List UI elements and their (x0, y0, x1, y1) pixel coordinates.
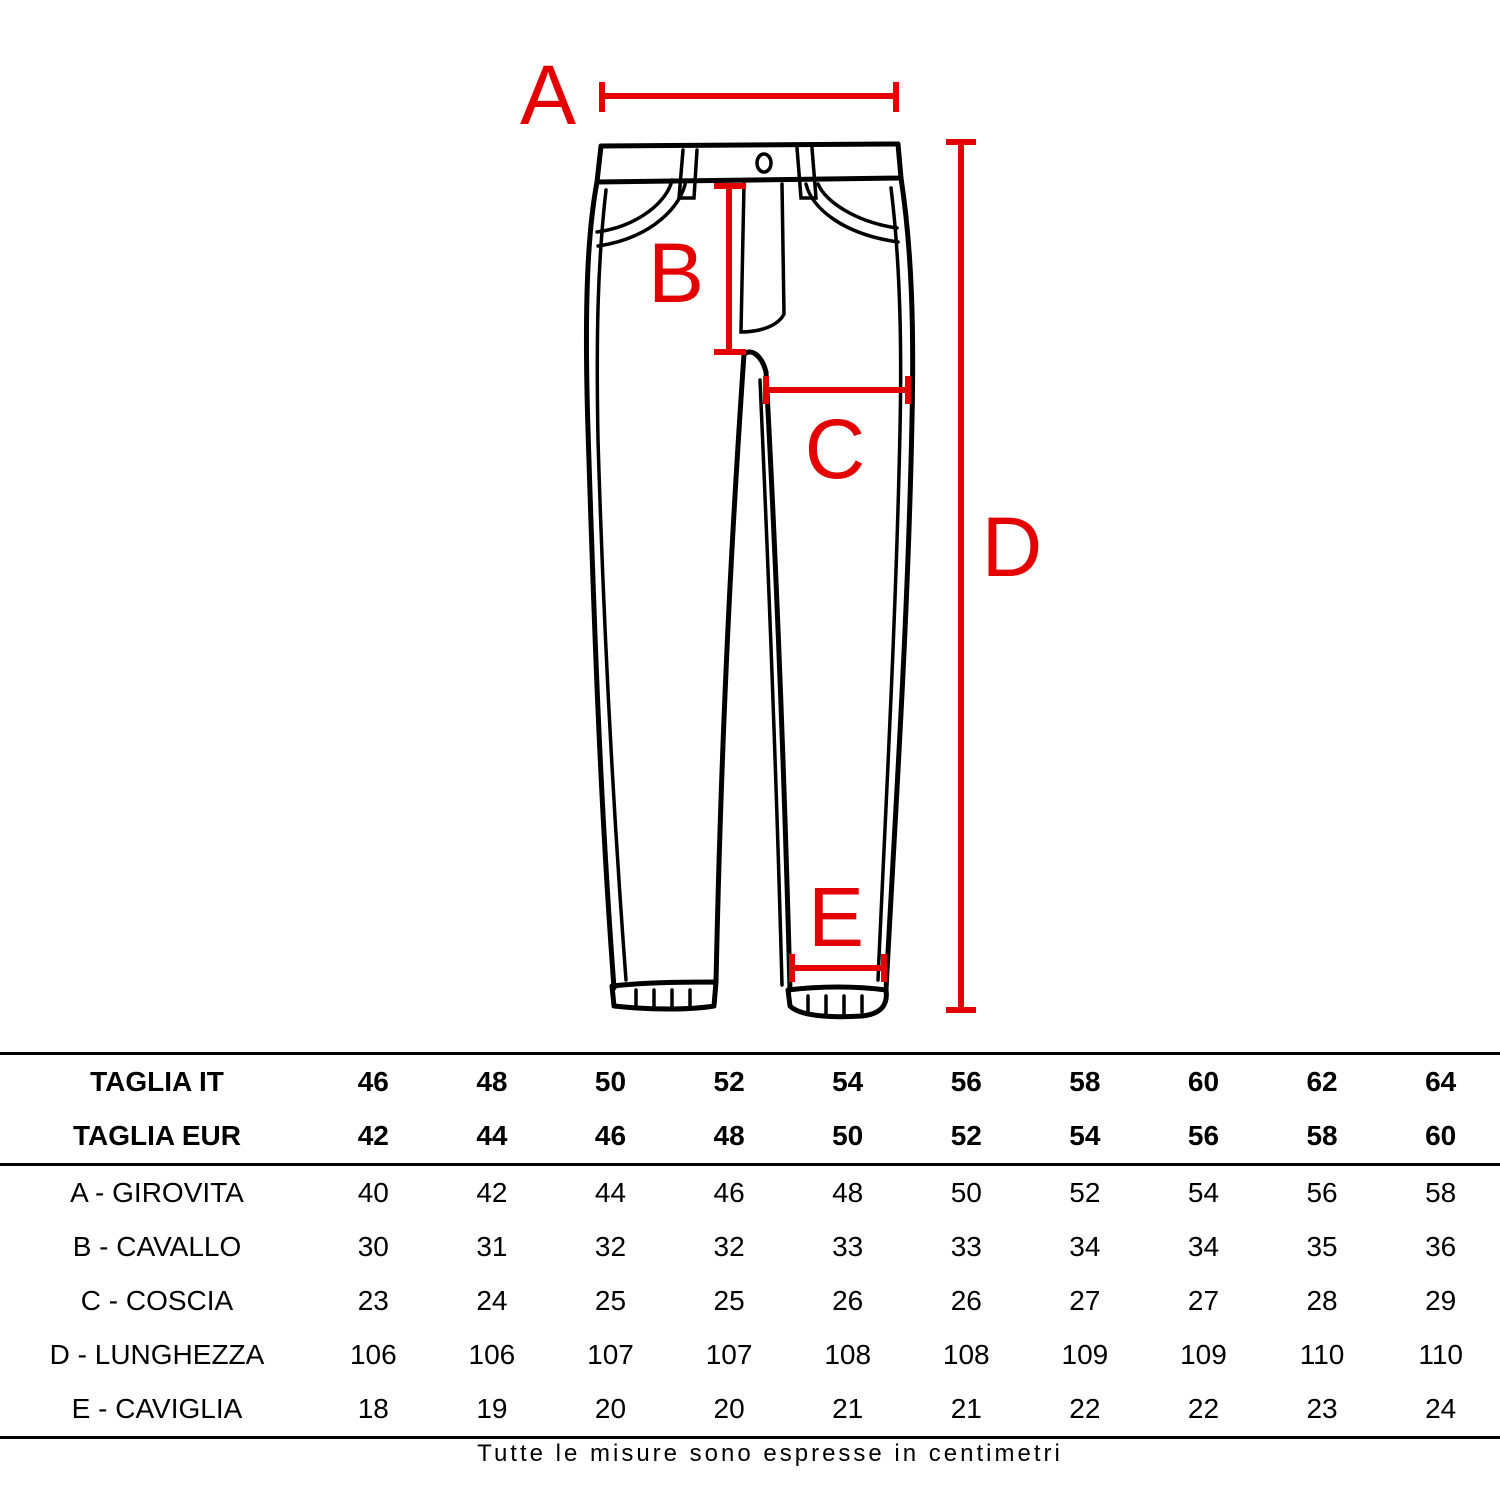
size-value-cell: 29 (1425, 1285, 1457, 1316)
size-value-cell: 60 (1144, 1054, 1263, 1110)
size-value-cell: 110 (1418, 1339, 1463, 1370)
size-value-cell: 33 (950, 1231, 982, 1262)
size-value-cell: 18 (314, 1382, 433, 1438)
measure-d (946, 142, 1042, 1010)
size-value-cell: 107 (587, 1339, 634, 1370)
size-value-cell: 20 (551, 1382, 670, 1438)
size-value-cell: 58 (1263, 1109, 1382, 1165)
measurement-row (0, 1328, 1500, 1382)
label-b: B (647, 226, 705, 320)
size-header-row (0, 1109, 1500, 1165)
size-header-row (0, 1054, 1500, 1110)
measurement-row (0, 1274, 1500, 1328)
size-value-cell: 44 (594, 1177, 627, 1208)
size-value-cell: 52 (1069, 1177, 1101, 1208)
size-value-cell: 27 (1187, 1285, 1220, 1316)
size-value-cell: 54 (1026, 1109, 1145, 1165)
size-value-cell: 107 (705, 1339, 753, 1370)
size-value-cell: 33 (832, 1231, 864, 1262)
measure-e (792, 870, 884, 982)
size-value-cell: 56 (907, 1054, 1026, 1110)
label-a: A (519, 48, 577, 142)
size-value-cell: 34 (1187, 1231, 1220, 1262)
size-value-cell: 26 (950, 1285, 982, 1316)
size-value-cell: 30 (357, 1231, 389, 1262)
size-value-cell: 50 (950, 1177, 982, 1208)
size-value-cell: 54 (788, 1054, 907, 1110)
size-value-cell: 28 (1306, 1285, 1338, 1316)
size-value-cell: 108 (824, 1339, 872, 1370)
size-value-cell: 52 (670, 1054, 789, 1110)
measurement-row (0, 1220, 1500, 1274)
size-value-cell: 109 (1061, 1339, 1109, 1370)
size-value-cell: 31 (476, 1231, 508, 1262)
size-value-cell: 48 (670, 1109, 789, 1165)
row-label: E - CAVIGLIA (0, 1382, 314, 1438)
size-value-cell: 50 (788, 1109, 907, 1165)
measurement-row (0, 1382, 1500, 1438)
size-value-cell: 35 (1306, 1231, 1338, 1262)
row-label: TAGLIA IT (0, 1054, 314, 1110)
size-value-cell: 22 (1026, 1382, 1145, 1438)
size-value-cell: 19 (433, 1382, 552, 1438)
measure-c (766, 376, 908, 496)
measure-a (520, 48, 896, 142)
size-value-cell: 21 (907, 1382, 1026, 1438)
size-value-cell: 60 (1381, 1109, 1500, 1165)
size-value-cell: 50 (551, 1054, 670, 1110)
size-value-cell: 27 (1069, 1285, 1101, 1316)
size-value-cell: 48 (832, 1177, 864, 1208)
size-value-cell: 48 (433, 1054, 552, 1110)
size-value-cell: 34 (1069, 1231, 1101, 1262)
row-label: B - CAVALLO (72, 1231, 242, 1262)
size-value-cell: 22 (1144, 1382, 1263, 1438)
size-table-header (0, 1054, 1500, 1165)
size-value-cell: 52 (907, 1109, 1026, 1165)
size-value-cell: 46 (551, 1109, 670, 1165)
size-value-cell: 46 (314, 1054, 433, 1110)
size-table-body (0, 1165, 1500, 1438)
row-label: D - LUNGHEZZA (49, 1339, 265, 1370)
size-value-cell: 32 (713, 1231, 745, 1262)
size-value-cell: 23 (1263, 1382, 1382, 1438)
size-value-cell: 32 (594, 1231, 627, 1262)
size-value-cell: 36 (1425, 1231, 1457, 1262)
size-value-cell: 46 (713, 1177, 745, 1208)
size-value-cell: 44 (433, 1109, 552, 1165)
size-table (0, 1052, 1500, 1439)
measurement-row (0, 1165, 1500, 1221)
size-value-cell: 106 (468, 1339, 516, 1370)
size-value-cell: 64 (1381, 1054, 1500, 1110)
size-value-cell: 58 (1026, 1054, 1145, 1110)
size-value-cell: 54 (1187, 1177, 1220, 1208)
size-value-cell: 109 (1180, 1339, 1227, 1370)
size-value-cell: 25 (713, 1285, 745, 1316)
size-value-cell: 26 (832, 1285, 864, 1316)
row-label: C - COSCIA (80, 1285, 234, 1316)
size-value-cell: 42 (314, 1109, 433, 1165)
size-value-cell: 56 (1306, 1177, 1338, 1208)
size-value-cell: 20 (670, 1382, 789, 1438)
footnote: Tutte le misure sono espresse in centimetri (477, 1440, 1063, 1467)
size-value-cell: 24 (1381, 1382, 1500, 1438)
label-d: D (981, 500, 1043, 594)
size-value-cell: 21 (788, 1382, 907, 1438)
size-value-cell: 62 (1263, 1054, 1382, 1110)
size-value-cell: 24 (476, 1285, 508, 1316)
size-value-cell: 106 (349, 1339, 397, 1370)
size-value-cell: 58 (1425, 1177, 1457, 1208)
size-value-cell: 40 (357, 1177, 389, 1208)
size-value-cell: 42 (476, 1177, 508, 1208)
size-value-cell: 110 (1299, 1339, 1345, 1370)
size-value-cell: 25 (594, 1285, 627, 1316)
row-label: A - GIROVITA (70, 1177, 244, 1208)
measure-b (648, 186, 746, 352)
size-value-cell: 56 (1144, 1109, 1263, 1165)
label-c: C (804, 402, 866, 496)
row-label: TAGLIA EUR (0, 1109, 314, 1165)
size-value-cell: 108 (942, 1339, 990, 1370)
size-value-cell: 23 (357, 1285, 389, 1316)
label-e: E (807, 870, 865, 964)
